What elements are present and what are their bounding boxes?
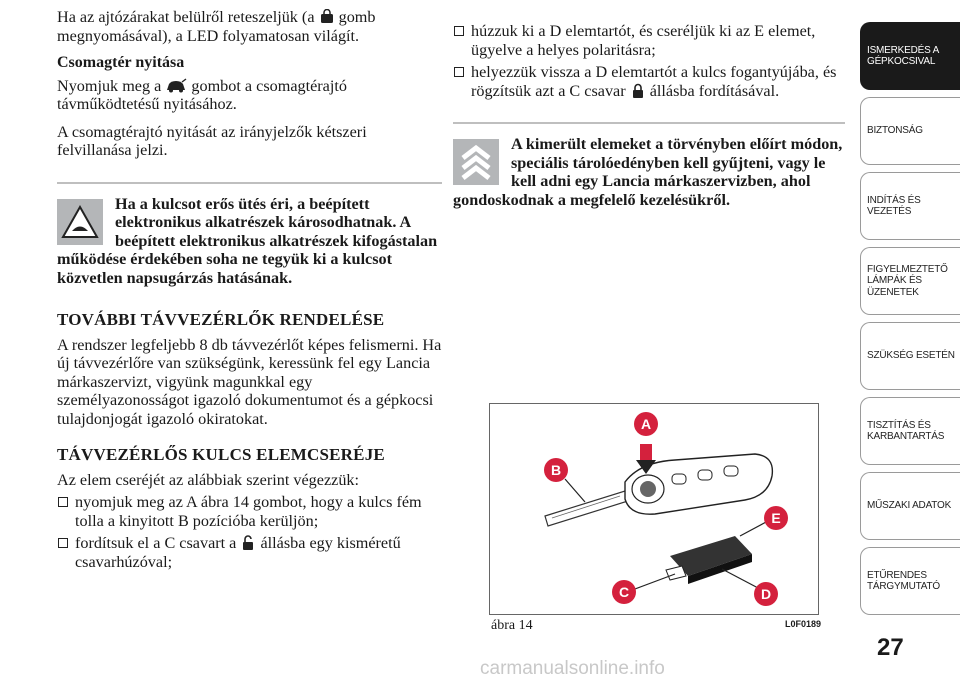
tab-getting-to-know[interactable]: ISMERKEDÉS A GÉPKOCSIVAL: [860, 22, 960, 90]
warning-text: Ha a kulcsot erős ütés éri, a beépített elektronikus alkatrészek károsodhatnak. A beépített elektronikus alkatrészek kifogástalan működése érdekében soha ne tegyük ki a kulcsot közvetlen napsugárzás hatásának.: [57, 194, 438, 287]
locked-padlock-icon: [630, 83, 646, 99]
checkbox-bullet-icon: [454, 67, 464, 77]
recycle-note: [453, 122, 845, 209]
tab-safety[interactable]: BIZTONSÁG: [860, 97, 960, 165]
trunk-heading: Csomagtér nyitása: [57, 54, 185, 71]
figure-caption: ábra 14 L0F0189: [491, 618, 821, 633]
warning-note: [57, 182, 442, 288]
tab-emergency[interactable]: SZÜKSÉG ESETÉN: [860, 322, 960, 390]
order-paragraph: A rendszer legfeljebb 8 db távvezérlőt képes felismerni. Ha új távvezérlőre van szükségünk, keressünk fel egy Lancia márkaszervizt, vigyünk magunkkal egy személyazonosságot igazoló dokumentumot és a gépkocsi tulajdonjogát igazoló okiratokat.: [57, 335, 442, 428]
list-item: fordítsuk el a C csavart a állásba egy kisméretű csavarhúzóval;: [57, 534, 442, 571]
tab-index[interactable]: ETŰRENDES TÁRGYMUTATÓ: [860, 547, 960, 615]
label-b: [544, 458, 568, 482]
tab-starting-driving[interactable]: INDÍTÁS ÉS VEZETÉS: [860, 172, 960, 240]
battery-heading: TÁVVEZÉRLŐS KULCS ELEMCSERÉJE: [57, 445, 385, 464]
watermark: carmanualsonline.info: [480, 658, 665, 679]
list-item: nyomjuk meg az A ábra 14 gombot, hogy a kulcs fém tolla a kinyitott B pozícióba kerüljön;: [57, 493, 442, 530]
tab-technical-data[interactable]: MŰSZAKI ADATOK: [860, 472, 960, 540]
checkbox-bullet-icon: [58, 538, 68, 548]
right-column: [453, 22, 845, 209]
car-trunk-icon: [165, 78, 187, 94]
page-number: 27: [877, 634, 904, 661]
svg-text:C: C: [618, 584, 630, 600]
figure-code: L0F0189: [784, 619, 821, 629]
unlocked-padlock-icon: [240, 535, 256, 551]
label-e: [764, 506, 788, 530]
checkbox-bullet-icon: [58, 497, 68, 507]
label-a: [634, 412, 658, 436]
chapter-tabs: [860, 22, 960, 622]
list-item: húzzuk ki a D elemtartót, és cseréljük ki az E elemet, ügyelve a helyes polaritásra;: [453, 22, 845, 59]
svg-text:D: D: [760, 586, 772, 602]
trunk-paragraph-1: Nyomjuk meg a gombot a csomagtérajtó távműködtetésű nyitásához.: [57, 76, 347, 113]
key-illustration: [490, 404, 818, 614]
left-column: [57, 8, 442, 575]
warning-triangle-icon: [57, 199, 103, 245]
label-d: [754, 582, 778, 606]
recycle-text: A kimerült elemeket a törvényben előírt módon, speciális tárolóedényben kell gyűjteni, vagy le kell adni egy Lancia márkaszervizben, ahol gondoskodnak a megfelelő kezelésükről.: [453, 135, 843, 209]
checkbox-bullet-icon: [454, 26, 464, 36]
tab-maintenance[interactable]: TISZTÍTÁS ÉS KARBANTARTÁS: [860, 397, 960, 465]
svg-text:E: E: [771, 510, 781, 526]
label-c: [612, 580, 636, 604]
list-item: helyezzük vissza a D elemtartót a kulcs fogantyújába, és rögzítsük azt a C csavar állásba fordításával.: [453, 63, 845, 100]
battery-intro: Az elem cseréjét az alábbiak szerint végezzük:: [57, 470, 359, 489]
order-heading: TOVÁBBI TÁVVEZÉRLŐK RENDELÉSE: [57, 310, 385, 329]
tab-warning-lights[interactable]: FIGYELMEZTETŐ LÁMPÁK ÉS ÜZENETEK: [860, 247, 960, 315]
trunk-paragraph-2: A csomagtérajtó nyitását az irányjelzők kétszeri felvillanása jelzi.: [57, 122, 367, 159]
svg-text:B: B: [550, 462, 562, 478]
car-lock-icon: [319, 9, 335, 25]
svg-text:A: A: [640, 416, 652, 432]
led-paragraph: Ha az ajtózárakat belülről reteszeljük (a gomb megnyomásával), a LED folyamatosan világít.: [57, 8, 376, 45]
recycle-chevron-icon: [453, 139, 499, 185]
key-figure: [489, 403, 819, 615]
